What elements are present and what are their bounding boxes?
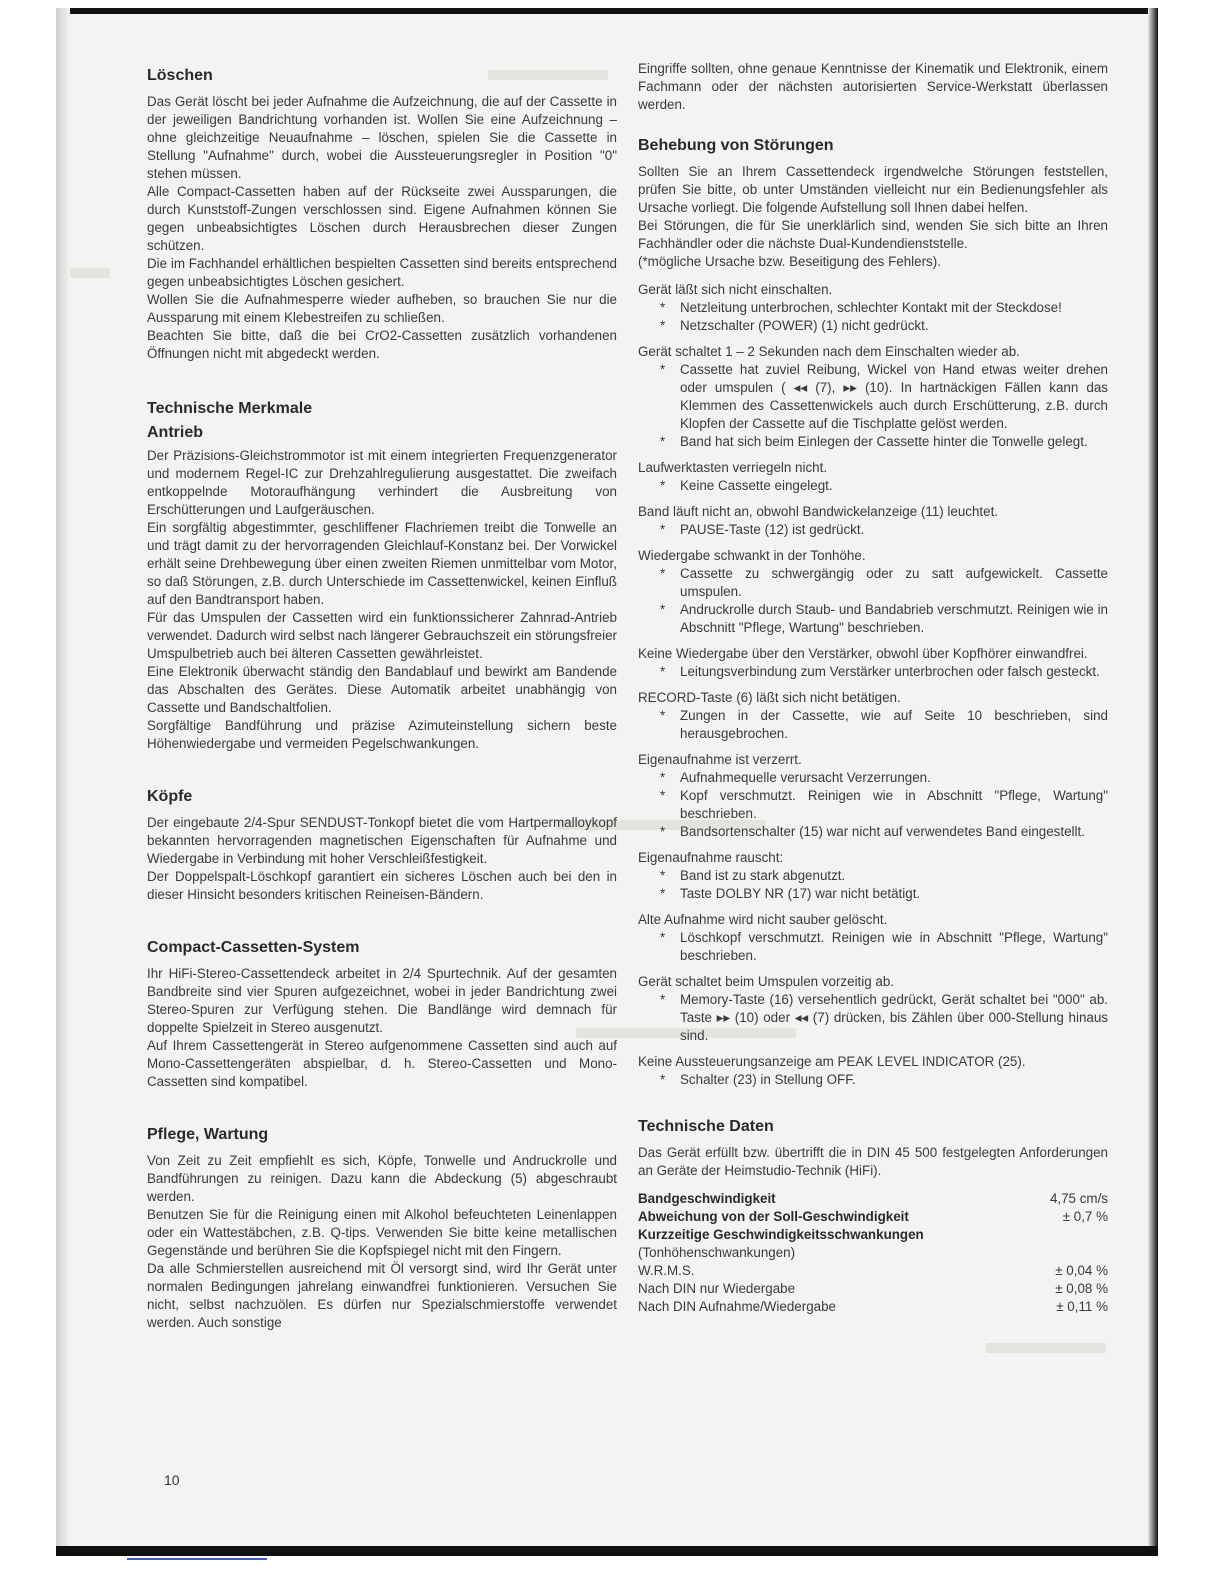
asterisk-bullet: *	[660, 930, 666, 945]
paragraph: Eine Elektronik überwacht ständig den Bandablauf und bewirkt am Bandende das Abschalten des Gerätes. Diese Automatik arbeitet unabhängig von Cassette und Bandschaltfolien.	[147, 664, 617, 715]
trouble-cause	[660, 991, 1108, 1045]
trouble-cause	[660, 885, 1108, 903]
asterisk-bullet: *	[660, 886, 666, 901]
trouble-symptom: Keine Wiedergabe über den Verstärker, obwohl über Kopfhörer einwandfrei.	[638, 646, 1088, 661]
paragraph: Beachten Sie bitte, daß die bei CrO2-Cassetten zusätzlich vorhandenen Öffnungen nicht mit abgedeckt werden.	[147, 328, 617, 361]
trouble-cause	[660, 769, 1108, 787]
trouble-cause	[660, 477, 1108, 495]
paragraph: Ihr HiFi-Stereo-Cassettendeck arbeitet in 2/4 Spurtechnik. Auf der gesamten Bandbreite sind vier Spuren aufgezeichnet, wobei in jeder Bandrichtung zwei Stereo-Spuren zur Verfügung stehen. Die Bandlänge wird demnach für doppelte Spielzeit in Stereo ausgenutzt.	[147, 966, 617, 1035]
trouble-cause-text: PAUSE-Taste (12) ist gedrückt.	[680, 522, 865, 537]
trouble-symptom: Laufwerktasten verriegeln nicht.	[638, 460, 828, 475]
spec-value: ± 0,08 %	[1055, 1281, 1108, 1296]
trouble-cause-text: Netzschalter (POWER) (1) nicht gedrückt.	[680, 318, 929, 333]
asterisk-bullet: *	[660, 362, 666, 377]
asterisk-bullet: *	[660, 868, 666, 883]
trouble-symptom: Eigenaufnahme ist verzerrt.	[638, 752, 802, 767]
trouble-symptom: Band läuft nicht an, obwohl Bandwickelanzeige (11) leuchtet.	[638, 504, 999, 519]
trouble-cause-text: Netzleitung unterbrochen, schlechter Kontakt mit der Steckdose!	[680, 300, 1062, 315]
trouble-entry	[638, 645, 1108, 681]
paragraph: Sorgfältige Bandführung und präzise Azimuteinstellung sichern beste Höhenwiedergabe und vermeiden Pegelschwankungen.	[147, 718, 617, 751]
trouble-entry	[638, 849, 1108, 903]
spec-label: Kurzzeitige Geschwindigkeitsschwankungen	[638, 1227, 924, 1242]
trouble-entry	[638, 343, 1108, 451]
trouble-entry	[638, 281, 1108, 335]
left-column	[147, 66, 617, 1356]
trouble-symptom: Alte Aufnahme wird nicht sauber gelöscht.	[638, 912, 888, 927]
heading-antrieb: Antrieb	[147, 424, 203, 441]
spec-label: W.R.M.S.	[638, 1263, 695, 1278]
asterisk-bullet: *	[660, 602, 666, 617]
spec-value: ± 0,04 %	[1055, 1263, 1108, 1278]
trouble-cause-text: Löschkopf verschmutzt. Reinigen wie in Abschnitt "Pflege, Wartung" beschrieben.	[680, 930, 1108, 963]
spec-row	[638, 1226, 1108, 1244]
heading-compact-cassetten-system: Compact-Cassetten-System	[147, 939, 360, 956]
trouble-symptom: Eigenaufnahme rauscht:	[638, 850, 784, 865]
scan-right-edge	[1148, 8, 1158, 1556]
spec-value: ± 0,7 %	[1062, 1209, 1108, 1224]
spec-label: Nach DIN nur Wiedergabe	[638, 1281, 796, 1296]
spec-label: Bandgeschwindigkeit	[638, 1191, 776, 1206]
trouble-entry	[638, 459, 1108, 495]
footer-link-line	[127, 1558, 267, 1560]
heading-koepfe: Köpfe	[147, 788, 193, 805]
trouble-entry	[638, 973, 1108, 1045]
trouble-cause-text: Andruckrolle durch Staub- und Bandabrieb verschmutzt. Reinigen wie in Abschnitt "Pflege, Wartung" beschrieben.	[680, 602, 1108, 635]
spec-value: 4,75 cm/s	[1049, 1191, 1108, 1206]
paragraph: Auf Ihrem Cassettengerät in Stereo aufgenommene Cassetten sind auch auf Mono-Cassettengeräten abspielbar, d. h. Stereo-Cassetten und Mono-Cassetten sind kompatibel.	[147, 1038, 617, 1089]
scan-top-edge	[56, 8, 1158, 14]
spec-label: Nach DIN Aufnahme/Wiedergabe	[638, 1299, 836, 1314]
paragraph: Wollen Sie die Aufnahmesperre wieder aufheben, so brauchen Sie nur die Aussparung mit einem Klebestreifen zu schließen.	[147, 292, 617, 325]
section-koepfe	[147, 787, 617, 904]
paragraph: Von Zeit zu Zeit empfiehlt es sich, Köpfe, Tonwelle und Andruckrolle und Bandführungen zu reinigen. Dazu kann die Abdeckung (5) abgeschraubt werden.	[147, 1153, 617, 1204]
trouble-cause	[660, 565, 1108, 601]
trouble-cause	[660, 663, 1108, 681]
trouble-cause	[660, 299, 1108, 317]
trouble-cause	[660, 361, 1108, 433]
trouble-entry	[638, 751, 1108, 841]
paragraph-continuation: Eingriffe sollten, ohne genaue Kenntnisse der Kinematik und Elektronik, einem Fachmann oder der nächsten autorisierten Service-Werkstatt überlassen werden.	[638, 61, 1108, 112]
section-behebung-von-stoerungen	[638, 136, 1108, 1089]
spec-value: ± 0,11 %	[1056, 1299, 1108, 1314]
asterisk-bullet: *	[660, 300, 666, 315]
trouble-entry	[638, 1053, 1108, 1089]
asterisk-bullet: *	[660, 566, 666, 581]
trouble-cause-text: Band ist zu stark abgenutzt.	[680, 868, 846, 883]
trouble-symptom: Gerät läßt sich nicht einschalten.	[638, 282, 833, 297]
heading-technische-daten: Technische Daten	[638, 1118, 774, 1135]
paragraph: Alle Compact-Cassetten haben auf der Rückseite zwei Aussparungen, die durch Kunststoff-Zungen verschlossen sind. Eigene Aufnahmen können Sie gegen unbeabsichtigtes Löschen durch Herausbrechen dieser Zungen schützen.	[147, 184, 617, 253]
trouble-cause-text: Zungen in der Cassette, wie auf Seite 10 beschrieben, sind herausgebrochen.	[680, 708, 1108, 741]
trouble-entry	[638, 503, 1108, 539]
paragraph: Benutzen Sie für die Reinigung einen mit Alkohol befeuchteten Leinenlappen oder ein Wattestäbchen, z.B. Q-tips. Verwenden Sie bitte keine metallischen Gegenstände und berühren Sie die Kopfspiegel nicht mit den Fingern.	[147, 1207, 617, 1258]
paragraph: Ein sorgfältig abgestimmter, geschliffener Flachriemen treibt die Tonwelle an und trägt damit zu der hervorragenden Gleichlauf-Konstanz bei. Der Vorwickel erhält seine Drehbewegung über einen zweiten Riemen unmittelbar vom Motor, so daß Störungen, z.B. durch Unterschiede im Cassettenwickel, keinen Einfluß auf den Bandtransport haben.	[147, 520, 617, 607]
asterisk-bullet: *	[660, 664, 666, 679]
trouble-cause	[660, 601, 1108, 637]
trouble-symptom: Gerät schaltet beim Umspulen vorzeitig ab.	[638, 974, 895, 989]
asterisk-bullet: *	[660, 478, 666, 493]
paragraph: Der Doppelspalt-Löschkopf garantiert ein sicheres Löschen auch bei den in dieser Hinsicht besonders kritischen Reineisen-Bändern.	[147, 869, 617, 902]
section-technische-daten	[638, 1117, 1108, 1316]
trouble-cause	[660, 707, 1108, 743]
asterisk-bullet: *	[660, 1072, 666, 1087]
heading-behebung-von-stoerungen: Behebung von Störungen	[638, 137, 834, 154]
scan-left-shadow	[56, 8, 70, 1556]
paragraph: Der Präzisions-Gleichstrommotor ist mit einem integrierten Frequenzgenerator und modernem Regel-IC zur Drehzahlregulierung ausgestattet. Die zweifach entkoppelnde Motoraufhängung verhindert die Ausbreitung von Erschütterungen und Laufgeräuschen.	[147, 448, 617, 517]
trouble-cause-text: Taste DOLBY NR (17) war nicht betätigt.	[680, 886, 921, 901]
spec-label: (Tonhöhenschwankungen)	[638, 1245, 796, 1260]
heading-loeschen: Löschen	[147, 67, 213, 84]
trouble-cause-text: Band hat sich beim Einlegen der Cassette hinter die Tonwelle gelegt.	[680, 434, 1088, 449]
trouble-cause-text: Aufnahmequelle verursacht Verzerrungen.	[680, 770, 931, 785]
trouble-symptom: Wiedergabe schwankt in der Tonhöhe.	[638, 548, 866, 563]
spec-row	[638, 1262, 1108, 1280]
trouble-cause	[660, 867, 1108, 885]
paragraph: Der eingebaute 2/4-Spur SENDUST-Tonkopf bietet die vom Hartpermalloykopf bekannten hervorragenden magnetischen Eigenschaften für Aufnahme und Wiedergabe in Verbindung mit hoher Verschleißfestigkeit.	[147, 815, 617, 866]
trouble-cause-text: Schalter (23) in Stellung OFF.	[680, 1072, 856, 1087]
trouble-cause-text: Keine Cassette eingelegt.	[680, 478, 833, 493]
trouble-symptom: RECORD-Taste (6) läßt sich nicht betätigen.	[638, 690, 901, 705]
section-compact-cassetten-system	[147, 938, 617, 1091]
paragraph: Da alle Schmierstellen ausreichend mit Öl versorgt sind, wird Ihr Gerät unter normalen Bedingungen jahrelang einwandfrei funktionieren. Versuchen Sie nicht, selbst nachzuölen. Es dürfen nur Spezialschmierstoffe verwendet werden. Auch sonstige	[147, 1261, 617, 1330]
section-loeschen	[147, 66, 617, 363]
trouble-cause-text: Cassette hat zuviel Reibung, Wickel von Hand etwas weiter drehen oder umspulen ( ◂◂ (7), ▸▸ (10). In hartnäckigen Fällen kann das Klemmen des Cassettenwickels auch durch Erschütterung, z.B. durch Klopfen der Cassette auf die Tischplatte gelöst werden.	[680, 362, 1108, 431]
trouble-cause	[660, 521, 1108, 539]
spec-row	[638, 1190, 1108, 1208]
trouble-symptom: Keine Aussteuerungsanzeige am PEAK LEVEL INDICATOR (25).	[638, 1054, 1026, 1069]
paragraph: Das Gerät löscht bei jeder Aufnahme die Aufzeichnung, die auf der Cassette in der jeweiligen Bandrichtung vorhanden ist. Wollen Sie eine Aufzeichnung – ohne gleichzeitige Neuaufnahme – löschen, spielen Sie die Cassette in Stellung "Aufnahme" durch, wobei die Aussteuerungsregler in Position "0" stehen müssen.	[147, 94, 617, 181]
scanned-page	[56, 8, 1158, 1556]
right-column	[638, 60, 1108, 1316]
spec-row	[638, 1244, 1108, 1262]
asterisk-bullet: *	[660, 318, 666, 333]
trouble-cause-text: Kopf verschmutzt. Reinigen wie in Abschnitt "Pflege, Wartung" beschrieben.	[680, 788, 1108, 821]
trouble-cause	[660, 929, 1108, 965]
paragraph: Für das Umspulen der Cassetten wird ein funktionssicherer Zahnrad-Antrieb verwendet. Dadurch wird selbst nach längerer Gebrauchszeit ein störungsfreier Umspulbetrieb auch bei älteren Cassetten gewährleistet.	[147, 610, 617, 661]
section-technische-merkmale	[147, 399, 617, 753]
trouble-cause-text: Leitungsverbindung zum Verstärker unterbrochen oder falsch gesteckt.	[680, 664, 1100, 679]
section-pflege-wartung	[147, 1125, 617, 1332]
trouble-entry	[638, 547, 1108, 637]
paragraph: Die im Fachhandel erhältlichen bespielten Cassetten sind bereits entsprechend gegen unbeabsichtigtes Löschen gesichert.	[147, 256, 617, 289]
spec-row	[638, 1298, 1108, 1316]
asterisk-bullet: *	[660, 522, 666, 537]
trouble-cause	[660, 317, 1108, 335]
bleed-through-mark	[70, 268, 110, 278]
trouble-cause	[660, 1071, 1108, 1089]
trouble-cause	[660, 787, 1108, 823]
asterisk-bullet: *	[660, 824, 666, 839]
asterisk-bullet: *	[660, 434, 666, 449]
trouble-cause-text: Cassette zu schwergängig oder zu satt aufgewickelt. Cassette umspulen.	[680, 566, 1108, 599]
trouble-cause-text: Bandsortenschalter (15) war nicht auf verwendetes Band eingestellt.	[680, 824, 1085, 839]
trouble-entry	[638, 689, 1108, 743]
trouble-symptom: Gerät schaltet 1 – 2 Sekunden nach dem Einschalten wieder ab.	[638, 344, 1020, 359]
asterisk-bullet: *	[660, 992, 666, 1007]
spec-row	[638, 1208, 1108, 1226]
asterisk-bullet: *	[660, 770, 666, 785]
trouble-entry	[638, 911, 1108, 965]
spec-label: Abweichung von der Soll-Geschwindigkeit	[638, 1209, 909, 1224]
paragraph: Sollten Sie an Ihrem Cassettendeck irgendwelche Störungen feststellen, prüfen Sie bitte, ob unter Umständen vielleicht nur ein Bedienungsfehler als Ursache vorliegt. Die folgende Aufstellung soll Ihnen dabei helfen.	[638, 164, 1108, 215]
trouble-cause	[660, 433, 1108, 451]
heading-technische-merkmale: Technische Merkmale	[147, 400, 313, 417]
spec-row	[638, 1280, 1108, 1298]
asterisk-bullet: *	[660, 788, 666, 803]
paragraph: (*mögliche Ursache bzw. Beseitigung des Fehlers).	[638, 254, 941, 269]
asterisk-bullet: *	[660, 708, 666, 723]
paragraph: Das Gerät erfüllt bzw. übertrifft die in DIN 45 500 festgelegten Anforderungen an Geräte der Heimstudio-Technik (HiFi).	[638, 1145, 1108, 1178]
trouble-cause-text: Memory-Taste (16) versehentlich gedrückt, Gerät schaltet bei "000" ab. Taste ▸▸ (10) oder ◂◂ (7) drücken, bis Zählen über 000-Stellung hinaus sind.	[680, 992, 1108, 1043]
trouble-cause	[660, 823, 1108, 841]
paragraph: Bei Störungen, die für Sie unerklärlich sind, wenden Sie sich bitte an Ihren Fachhändler oder die nächste Dual-Kundendienststelle.	[638, 218, 1108, 251]
bleed-through-mark	[986, 1343, 1106, 1353]
heading-pflege-wartung: Pflege, Wartung	[147, 1126, 269, 1143]
scan-bottom-edge	[56, 1546, 1158, 1556]
page-number: 10	[164, 1472, 180, 1488]
